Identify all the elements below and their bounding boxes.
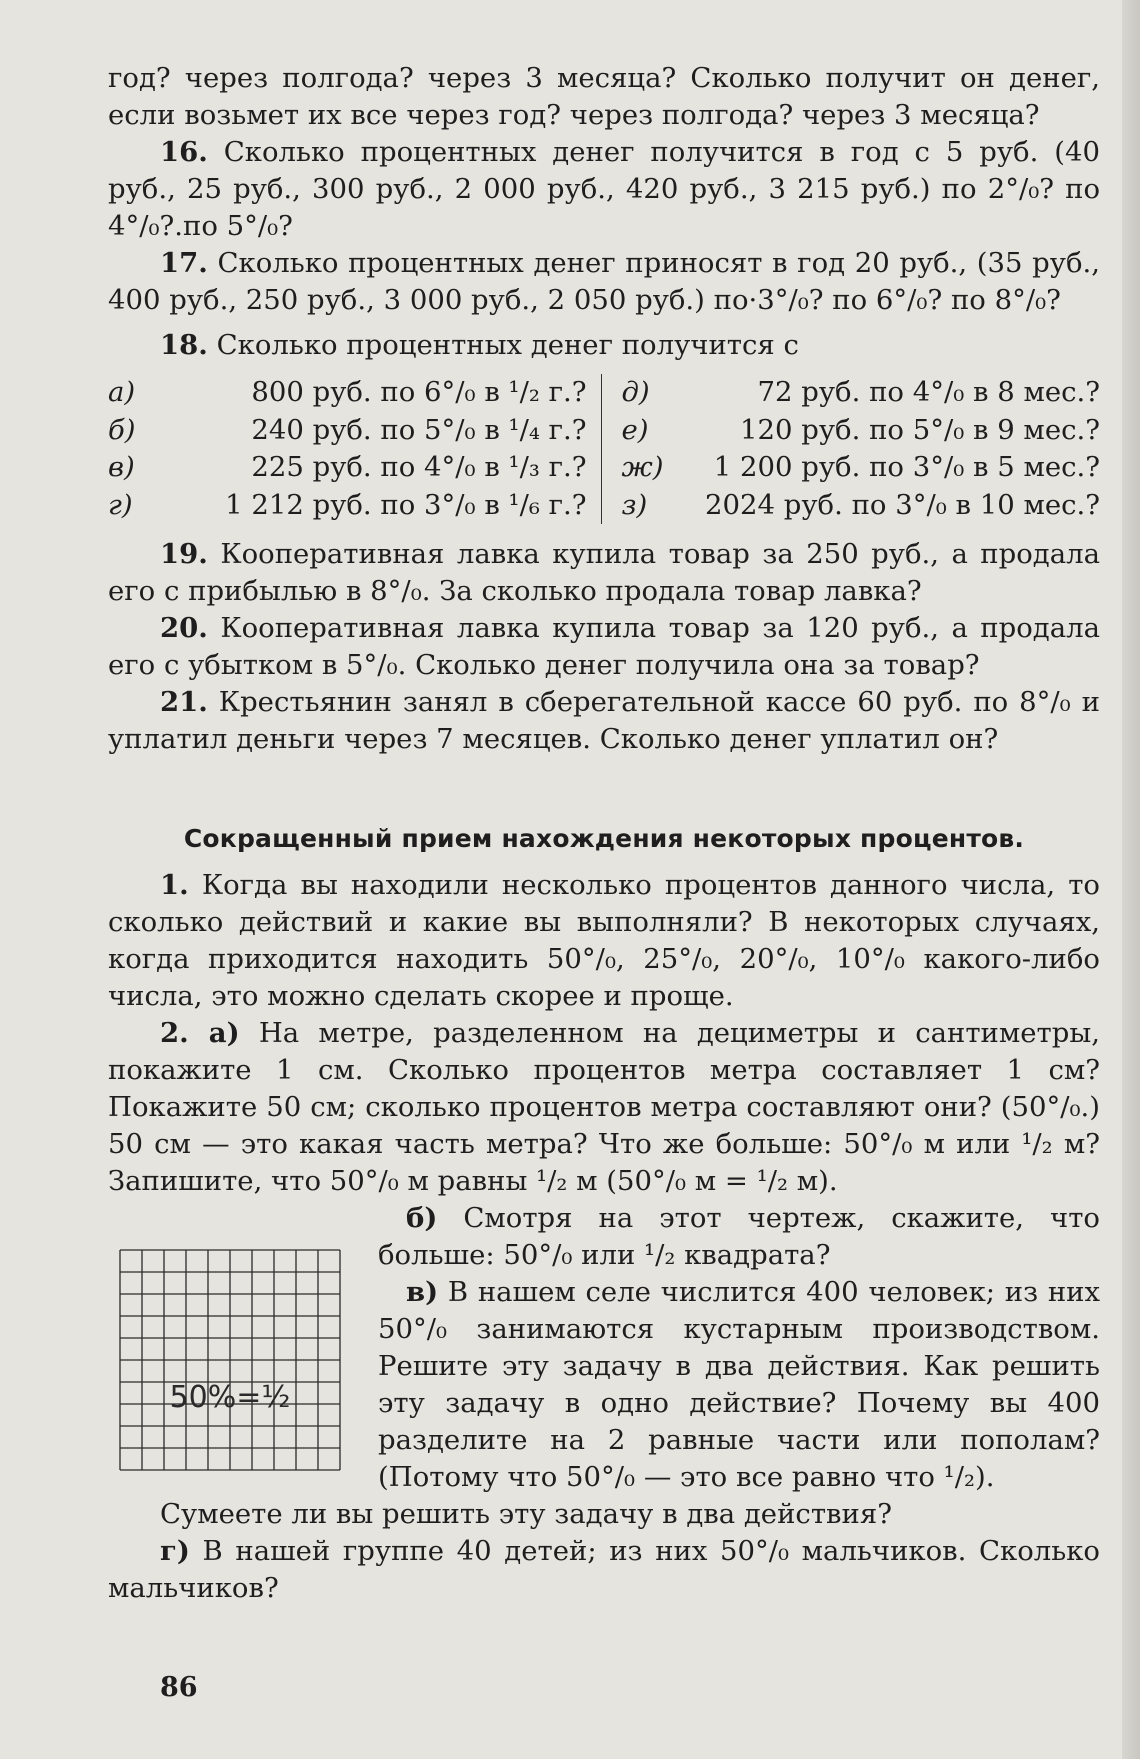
row-text: 1 212 руб. по 3°/₀ в ¹/₆ г.? (225, 488, 587, 521)
section-item-1-text: Когда вы находили несколько процентов данного числа, то сколько действий и какие вы выполняли? В некоторых случаях, когда приходится находить 50°/₀, 25°/₀, 20°/₀, 10°/₀ какого-либо числа, это можно сделать скорее и проще. (108, 869, 1100, 1012)
row-letter: з) (621, 488, 648, 521)
figure-label: 50%=½ (169, 1380, 291, 1415)
problem-18-table (108, 374, 1100, 524)
section-heading: Сокращенный прием нахождения некоторых процентов. (183, 824, 1025, 853)
section-item-2a-text: На метре, разделенном на дециметры и сантиметры, покажите 1 см. Сколько процентов метра составляет 1 см? Покажите 50 см; сколько процентов метра составляют они? (50°/₀.) 50 см — это какая часть метра? Что же больше: 50°/₀ м или ¹/₂ м? Запишите, что 50°/₀ м равны ¹/₂ м (50°/₀ м = ¹/₂ м). (108, 1017, 1100, 1197)
figure-block (108, 1200, 1100, 1496)
problem-20-text: Кооперативная лавка купила товар за 120 руб., а продала его с убытком в 5°/₀. Сколько денег получила она за товар? (108, 612, 1100, 681)
section-item-2v-label: в) (406, 1276, 439, 1308)
problem-20 (108, 610, 1100, 684)
section-item-2b-text: Смотря на этот чертеж, скажите, что больше: 50°/₀ или ¹/₂ квадрата? (378, 1202, 1100, 1271)
problem-21-number: 21. (160, 686, 208, 718)
table-row (622, 374, 1101, 412)
row-text: 225 руб. по 4°/₀ в ¹/₃ г.? (251, 451, 587, 483)
problem-18 (108, 327, 1100, 364)
section-item-2g-text: В нашей группе 40 детей; из них 50°/₀ мальчиков. Сколько мальчиков? (108, 1535, 1100, 1604)
problem-19-number: 19. (160, 538, 208, 570)
section-item-2b-label: б) (406, 1202, 438, 1234)
table-row (108, 487, 587, 525)
problem-18-right-column (602, 374, 1101, 524)
section-item-2a-number: 2. а) (160, 1017, 240, 1049)
section-item-2g-label: г) (160, 1535, 190, 1567)
page-content (108, 60, 1100, 1607)
problem-16 (108, 134, 1100, 245)
problem-19-text: Кооперативная лавка купила товар за 250 руб., а продала его с прибылью в 8°/₀. За сколько продала товар лавка? (108, 538, 1100, 607)
row-text: 2024 руб. по 3°/₀ в 10 мес.? (705, 488, 1100, 521)
table-row (108, 449, 587, 487)
problem-21-text: Крестьянин занял в сберегательной кассе 60 руб. по 8°/₀ и уплатил деньги через 7 месяцев. Сколько денег уплатил он? (108, 686, 1100, 755)
grid-square-figure (108, 1240, 352, 1476)
row-text: 72 руб. по 4°/₀ в 8 мес.? (757, 376, 1100, 408)
section-item-1 (108, 867, 1100, 1015)
problem-18-number: 18. (160, 329, 208, 361)
section-item-2a (108, 1015, 1100, 1200)
intro-text: год? через полгода? через 3 месяца? Сколько получит он денег, если возьмет их все через год? через полгода? через 3 месяца? (108, 62, 1100, 131)
row-text: 120 руб. по 5°/₀ в 9 мес.? (740, 413, 1100, 446)
page-edge-shadow (1122, 0, 1140, 1759)
row-letter: е) (621, 413, 649, 446)
row-letter: г) (108, 488, 133, 521)
problem-16-text: Сколько процентных денег получится в год с 5 руб. (40 руб., 25 руб., 300 руб., 2 000 руб., 420 руб., 3 215 руб.) по 2°/₀? по 4°/₀?.по 5°/₀? (108, 136, 1100, 242)
problem-19 (108, 536, 1100, 610)
row-letter: в) (108, 451, 135, 483)
grid-lines (120, 1250, 340, 1470)
problem-18-left-column (108, 374, 602, 524)
table-row (108, 412, 587, 450)
problem-17-number: 17. (160, 247, 208, 279)
problem-16-number: 16. (160, 136, 208, 168)
row-letter: д) (621, 376, 650, 408)
section-item-2g (108, 1533, 1100, 1607)
section-item-1-number: 1. (160, 869, 189, 901)
row-letter: б) (108, 413, 136, 446)
row-text: 240 руб. по 5°/₀ в ¹/₄ г.? (251, 413, 587, 446)
problem-21 (108, 684, 1100, 758)
row-letter: ж) (621, 451, 664, 483)
row-text: 1 200 руб. по 3°/₀ в 5 мес.? (713, 451, 1100, 483)
problem-20-number: 20. (160, 612, 208, 644)
table-row (622, 449, 1101, 487)
problem-18-text: Сколько процентных денег получится с (216, 329, 799, 361)
table-row (108, 374, 587, 412)
page-number: 86 (160, 1672, 198, 1703)
row-text: 800 руб. по 6°/₀ в ¹/₂ г.? (251, 376, 587, 408)
problem-17-text: Сколько процентных денег приносят в год 20 руб., (35 руб., 400 руб., 250 руб., 3 000 руб., 2 050 руб.) по·3°/₀? по 6°/₀? по 8°/₀? (108, 247, 1100, 316)
section-item-2v-text: В нашем селе числится 400 человек; из них 50°/₀ занимаются кустарным производством. Решите эту задачу в два действия. Как решить эту задачу в одно действие? Почему вы 400 разделите на 2 равные части или пополам? (Потому что 50°/₀ — это все равно что ¹/₂). (378, 1276, 1100, 1493)
section-item-2v-tail: Сумеете ли вы решить эту задачу в два действия? (160, 1498, 892, 1530)
table-row (622, 487, 1101, 525)
problem-17 (108, 245, 1100, 319)
row-letter: а) (108, 376, 136, 408)
table-row (622, 412, 1101, 450)
